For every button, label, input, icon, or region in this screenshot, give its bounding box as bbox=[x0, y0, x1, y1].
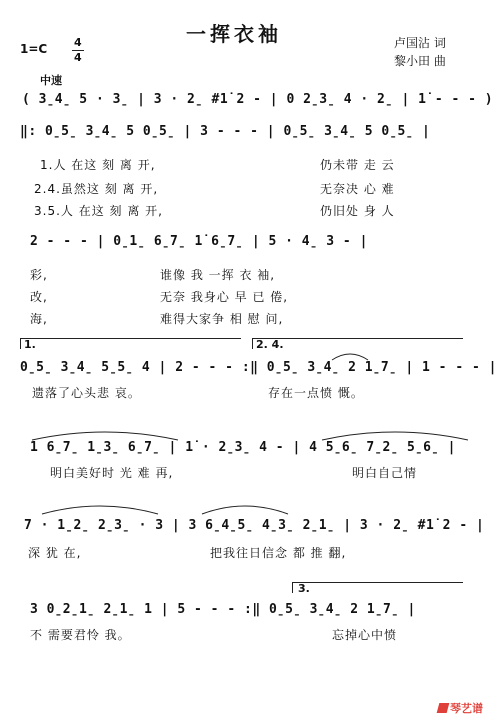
lyric-row-3-verse-3b: 难得大家争 相 慰 问, bbox=[160, 312, 284, 326]
lyric-row-5b: 明白自己情 bbox=[352, 466, 418, 480]
lyric-row-3-verse-1b: 谁像 我 一挥 衣 袖, bbox=[160, 268, 276, 282]
lyric-row-2-verse-2a: 2.4.虽然这 刻 离 开, bbox=[34, 182, 159, 196]
volta-2-bracket bbox=[252, 338, 463, 349]
notation-row-2: ‖: 0̱5̱ 3̱4̱ 5 0̱5̱ | 3 - - - | 0̱5̱ 3̱4̱ 5 0̱5̱ | bbox=[20, 124, 431, 139]
notation-row-1: ( 3̱4̱ 5 · 3̱ | 3 · 2̱ #1̇ 2 - | 0 2̱3̱ 4 · 2̱ | 1̇ - - - ) bbox=[22, 92, 494, 107]
volta-3-label: 3. bbox=[298, 582, 310, 595]
lyric-row-4b: 存在一点愤 慨。 bbox=[268, 386, 364, 400]
lyric-row-3-verse-1a: 彩, bbox=[30, 268, 48, 282]
lyric-row-7b: 忘掉心中愤 bbox=[332, 628, 398, 642]
time-signature-bottom: 4 bbox=[74, 51, 82, 64]
volta-1-bracket bbox=[20, 338, 241, 349]
lyric-row-3-verse-3a: 海, bbox=[30, 312, 48, 326]
song-title: 一挥衣袖 bbox=[186, 22, 282, 46]
lyric-row-2-verse-1a: 1.人 在这 刻 离 开, bbox=[40, 158, 156, 172]
notation-row-4: 0̱5̱ 3̱4̱ 5̱5̱ 4 | 2 - - - :‖ 0̱5̱ 3̱4̱ 2 1̱7̱ | 1 - - - | bbox=[20, 360, 497, 375]
lyric-row-3-verse-2b: 无奈 我身心 早 已 倦, bbox=[160, 290, 289, 304]
lyric-row-3-verse-2a: 改, bbox=[30, 290, 48, 304]
notation-row-5: 1 6̱7̱ 1̱3̱ 6̱7̱ | 1̇ · 2̱3̱ 4 - | 4 5̱6̱ 7̱2̱ 5̱6̱ | bbox=[30, 440, 456, 455]
time-signature-top: 4 bbox=[74, 36, 82, 49]
watermark-text: 琴艺谱 bbox=[450, 702, 483, 715]
slur-row-6a bbox=[40, 502, 160, 516]
notation-row-6: 7 · 1̱2̱ 2̱3̱ · 3 | 3 6̱4̱5̱ 4̱3̱ 2̱1̱ | 3 · 2̱ #1̇ 2 - | bbox=[24, 518, 485, 533]
lyric-row-5a: 明白美好时 光 难 再, bbox=[50, 466, 174, 480]
slur-row-6b bbox=[200, 502, 290, 516]
lyric-row-4a: 遗落了心头悲 哀。 bbox=[32, 386, 141, 400]
tempo-marking: 中速 bbox=[40, 74, 62, 87]
volta-2-label: 2. 4. bbox=[256, 338, 284, 351]
volta-1-label: 1. bbox=[24, 338, 36, 351]
lyric-row-2-verse-1b: 仍未带 走 云 bbox=[320, 158, 395, 172]
lyric-row-6a: 深 犹 在, bbox=[28, 546, 82, 560]
lyric-row-2-verse-3b: 仍旧处 身 人 bbox=[320, 204, 395, 218]
composer-credit: 黎小田 曲 bbox=[394, 54, 446, 68]
watermark-logo bbox=[438, 700, 483, 716]
notation-row-7: 3 0̱2̱1̱ 2̱1̱ 1 | 5 - - - :‖ 0̱5̱ 3̱4̱ 2 1̱7̱ | bbox=[30, 602, 416, 617]
lyric-row-2-verse-3a: 3.5.人 在这 刻 离 开, bbox=[34, 204, 163, 218]
volta-3-bracket bbox=[292, 582, 463, 593]
lyric-row-7a: 不 需要君怜 我。 bbox=[30, 628, 131, 642]
lyric-row-2-verse-2b: 无奈决 心 难 bbox=[320, 182, 395, 196]
lyric-row-6b: 把我往日信念 都 推 翻, bbox=[210, 546, 347, 560]
slur-row-4 bbox=[330, 350, 370, 362]
watermark-icon bbox=[437, 703, 450, 713]
lyricist-credit: 卢国沾 词 bbox=[394, 36, 446, 50]
notation-row-3: 2 - - - | 0̱1̱ 6̱7̱ 1̇ 6̱7̱ | 5 · 4̱ 3 - | bbox=[30, 234, 368, 249]
key-signature: 1=C bbox=[20, 42, 48, 56]
